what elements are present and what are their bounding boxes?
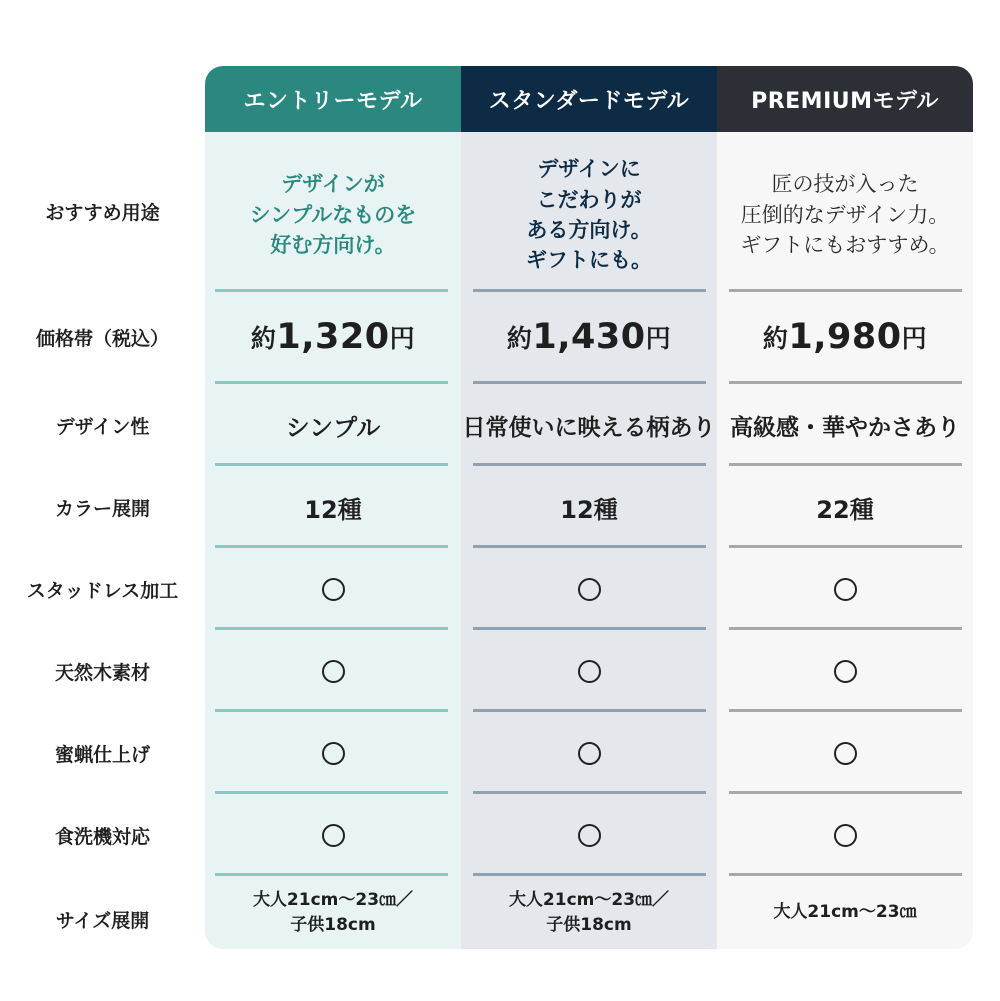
check-circle-icon xyxy=(322,578,345,601)
check-circle-icon xyxy=(834,824,857,847)
premium-use-text: 匠の技が入った 圧倒的なデザイン力。 ギフトにもおすすめ。 xyxy=(740,172,950,258)
entry-use-cell xyxy=(205,140,461,290)
check-circle-icon xyxy=(578,742,601,765)
premium-model-header: PREMIUMモデル xyxy=(717,66,973,132)
entry-price-cell xyxy=(205,292,461,382)
check-circle-icon xyxy=(578,578,601,601)
row-label-wax: 蜜蝋仕上げ xyxy=(54,743,150,766)
entry-price-value: 1,320 xyxy=(276,317,390,357)
premium-colors-cell: 22種 xyxy=(816,495,874,524)
row-label-wood: 天然木素材 xyxy=(54,661,150,684)
standard-use-text: デザインに こだわりが ある方向け。 ギフトにも。 xyxy=(526,157,652,273)
premium-studless-cell xyxy=(717,548,973,630)
standard-model-header: スタンダードモデル xyxy=(461,66,717,132)
entry-design-cell: シンプル xyxy=(285,413,381,442)
check-circle-icon xyxy=(834,742,857,765)
standard-size-cell xyxy=(461,876,717,950)
entry-studless-cell xyxy=(205,548,461,630)
price-prefix: 約 xyxy=(506,324,533,353)
entry-size-text: 大人21cm〜23㎝／ 子供18cm xyxy=(252,889,414,935)
premium-wood-cell xyxy=(717,630,973,712)
premium-price-value: 1,980 xyxy=(788,317,902,357)
entry-use-text: デザインが シンプルなものを 好む方向け。 xyxy=(249,172,417,258)
entry-dishwasher-cell xyxy=(205,794,461,876)
check-circle-icon xyxy=(834,660,857,683)
standard-studless-cell xyxy=(461,548,717,630)
check-circle-icon xyxy=(578,824,601,847)
standard-price-cell xyxy=(461,292,717,382)
standard-wax-cell xyxy=(461,712,717,794)
price-suffix: 円 xyxy=(901,324,928,353)
row-label-size: サイズ展開 xyxy=(55,909,150,932)
check-circle-icon xyxy=(322,742,345,765)
check-circle-icon xyxy=(322,660,345,683)
standard-design-cell: 日常使いに映える柄あり xyxy=(462,414,716,441)
premium-size-cell xyxy=(717,876,973,950)
check-circle-icon xyxy=(578,660,601,683)
price-prefix: 約 xyxy=(250,324,277,353)
row-label-colors: カラー展開 xyxy=(54,497,150,520)
premium-wax-cell xyxy=(717,712,973,794)
row-label-dishwasher: 食洗機対応 xyxy=(54,825,150,848)
row-label-design: デザイン性 xyxy=(55,415,150,438)
premium-design-cell: 高級感・華やかさあり xyxy=(730,414,960,441)
row-label-price: 価格帯（税込） xyxy=(35,327,169,350)
standard-colors-cell: 12種 xyxy=(560,495,618,524)
entry-wax-cell xyxy=(205,712,461,794)
price-prefix: 約 xyxy=(762,324,789,353)
row-label-use: おすすめ用途 xyxy=(45,201,160,224)
standard-wood-cell xyxy=(461,630,717,712)
premium-price-cell xyxy=(717,292,973,382)
premium-use-cell xyxy=(717,140,973,290)
standard-dishwasher-cell xyxy=(461,794,717,876)
standard-use-cell xyxy=(461,140,717,290)
entry-model-header: エントリーモデル xyxy=(205,66,461,132)
premium-size-text: 大人21cm〜23㎝ xyxy=(773,902,917,923)
standard-size-text: 大人21cm〜23㎝／ 子供18cm xyxy=(508,889,670,935)
premium-dishwasher-cell xyxy=(717,794,973,876)
entry-colors-cell: 12種 xyxy=(304,495,362,524)
check-circle-icon xyxy=(322,824,345,847)
entry-size-cell xyxy=(205,876,461,950)
entry-wood-cell xyxy=(205,630,461,712)
price-suffix: 円 xyxy=(389,324,416,353)
standard-price-value: 1,430 xyxy=(532,317,646,357)
check-circle-icon xyxy=(834,578,857,601)
price-suffix: 円 xyxy=(645,324,672,353)
row-label-studless: スタッドレス加工 xyxy=(26,579,179,602)
